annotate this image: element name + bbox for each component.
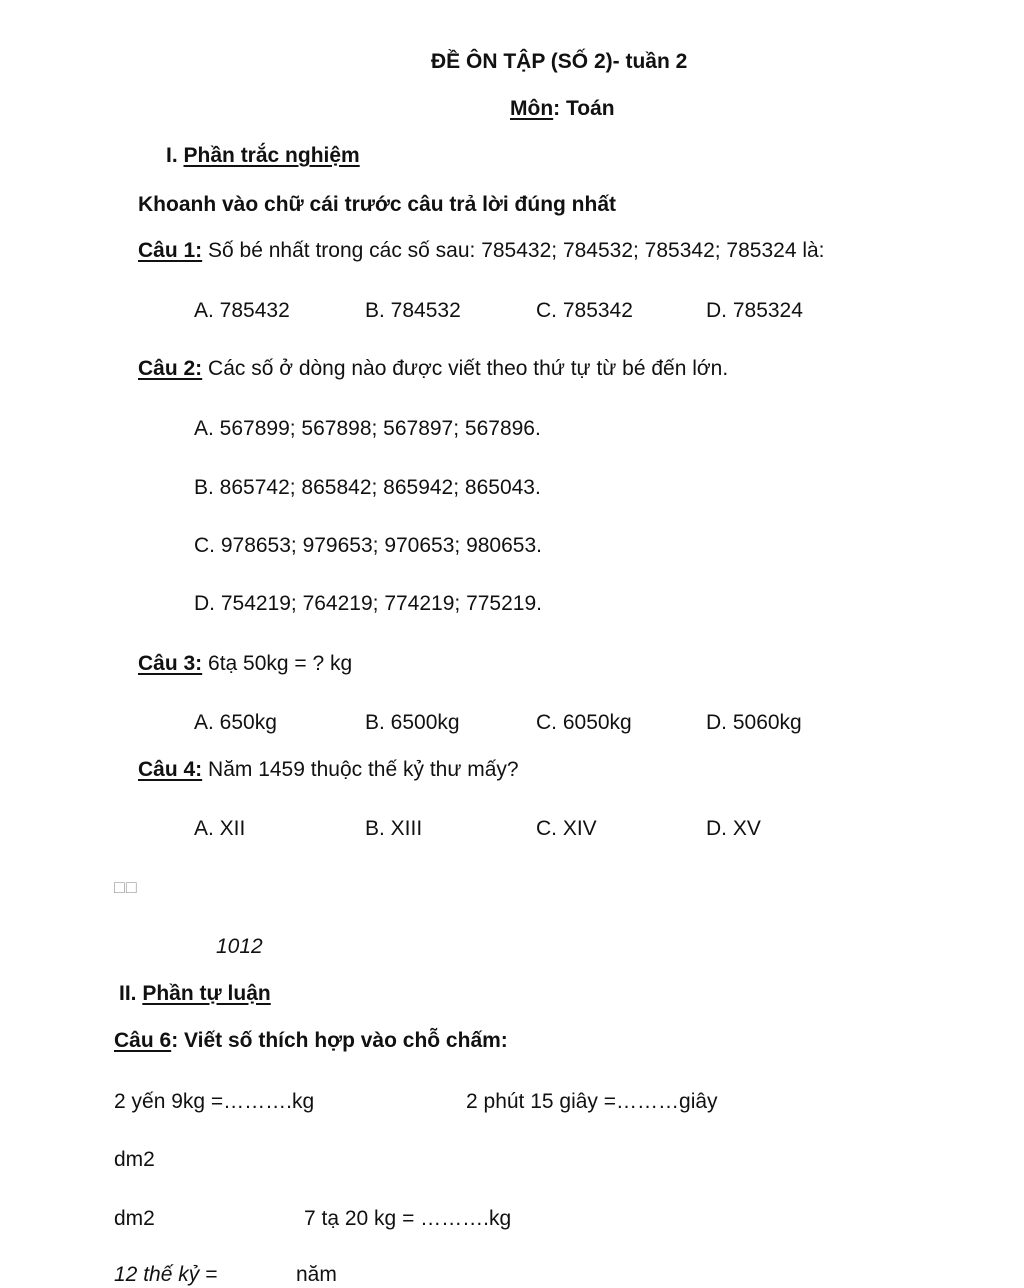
section1-number: I. (166, 144, 184, 167)
question-3-option-a: A. 650kg (194, 711, 277, 734)
question-1 (138, 238, 825, 264)
question-2-option-b: B. 865742; 865842; 865942; 865043. (194, 476, 541, 499)
question-2-option-d: D. 754219; 764219; 774219; 775219. (194, 592, 542, 615)
question-3-option-d: D. 5060kg (706, 711, 802, 734)
placeholder-glyph-boxes: □□ (114, 877, 138, 897)
subject-value: : Toán (553, 97, 615, 120)
question-6-item-5: 7 tạ 20 kg = ……….kg (304, 1207, 512, 1230)
question-4-text: Năm 1459 thuộc thế kỷ thư mấy? (202, 758, 519, 781)
page-title: ĐỀ ÔN TẬP (SỐ 2)- tuần 2 (431, 50, 688, 73)
subject-line (510, 96, 615, 122)
section2-number: II. (119, 982, 143, 1005)
question-6 (114, 1028, 508, 1054)
question-4-option-b: B. XIII (365, 817, 423, 840)
question-2 (138, 356, 728, 382)
section2-title: Phần tự luận (142, 982, 271, 1005)
stray-number: 1012 (216, 935, 263, 958)
question-4-option-d: D. XV (706, 817, 761, 840)
section1-title: Phần trắc nghiệm (183, 144, 360, 167)
question-1-option-a: A. 785432 (194, 299, 290, 322)
question-6-item-1: 2 yến 9kg =……….kg (114, 1090, 315, 1113)
question-6-item-4: dm2 (114, 1207, 155, 1230)
question-3-option-b: B. 6500kg (365, 711, 460, 734)
question-1-option-b: B. 784532 (365, 299, 461, 322)
question-2-text: Các số ở dòng nào được viết theo thứ tự từ bé đến lớn. (202, 357, 729, 380)
question-4-label: Câu 4: (138, 758, 203, 781)
question-1-option-c: C. 785342 (536, 299, 633, 322)
question-6-text: : Viết số thích hợp vào chỗ chấm: (171, 1029, 508, 1052)
question-6-label: Câu 6 (114, 1029, 172, 1052)
subject-label: Môn (510, 97, 554, 120)
question-1-label: Câu 1: (138, 239, 203, 262)
question-6-item-7: năm (296, 1263, 337, 1286)
question-6-item-6: 12 thế kỷ = (114, 1263, 218, 1286)
question-6-item-3: dm2 (114, 1148, 155, 1171)
question-4-option-c: C. XIV (536, 817, 597, 840)
question-3-option-c: C. 6050kg (536, 711, 632, 734)
question-1-option-d: D. 785324 (706, 299, 803, 322)
question-4 (138, 757, 519, 783)
section2-heading (119, 981, 271, 1007)
question-2-label: Câu 2: (138, 357, 203, 380)
section1-heading (166, 143, 360, 169)
question-6-item-2: 2 phút 15 giây =………giây (466, 1090, 718, 1113)
question-4-option-a: A. XII (194, 817, 246, 840)
question-3 (138, 651, 352, 677)
question-1-text: Số bé nhất trong các số sau: 785432; 784532; 785342; 785324 là: (202, 239, 825, 262)
question-2-option-a: A. 567899; 567898; 567897; 567896. (194, 417, 541, 440)
question-3-text: 6tạ 50kg = ? kg (202, 652, 353, 675)
question-3-label: Câu 3: (138, 652, 203, 675)
question-2-option-c: C. 978653; 979653; 970653; 980653. (194, 534, 542, 557)
section1-instruction: Khoanh vào chữ cái trước câu trả lời đúng nhất (138, 193, 617, 216)
